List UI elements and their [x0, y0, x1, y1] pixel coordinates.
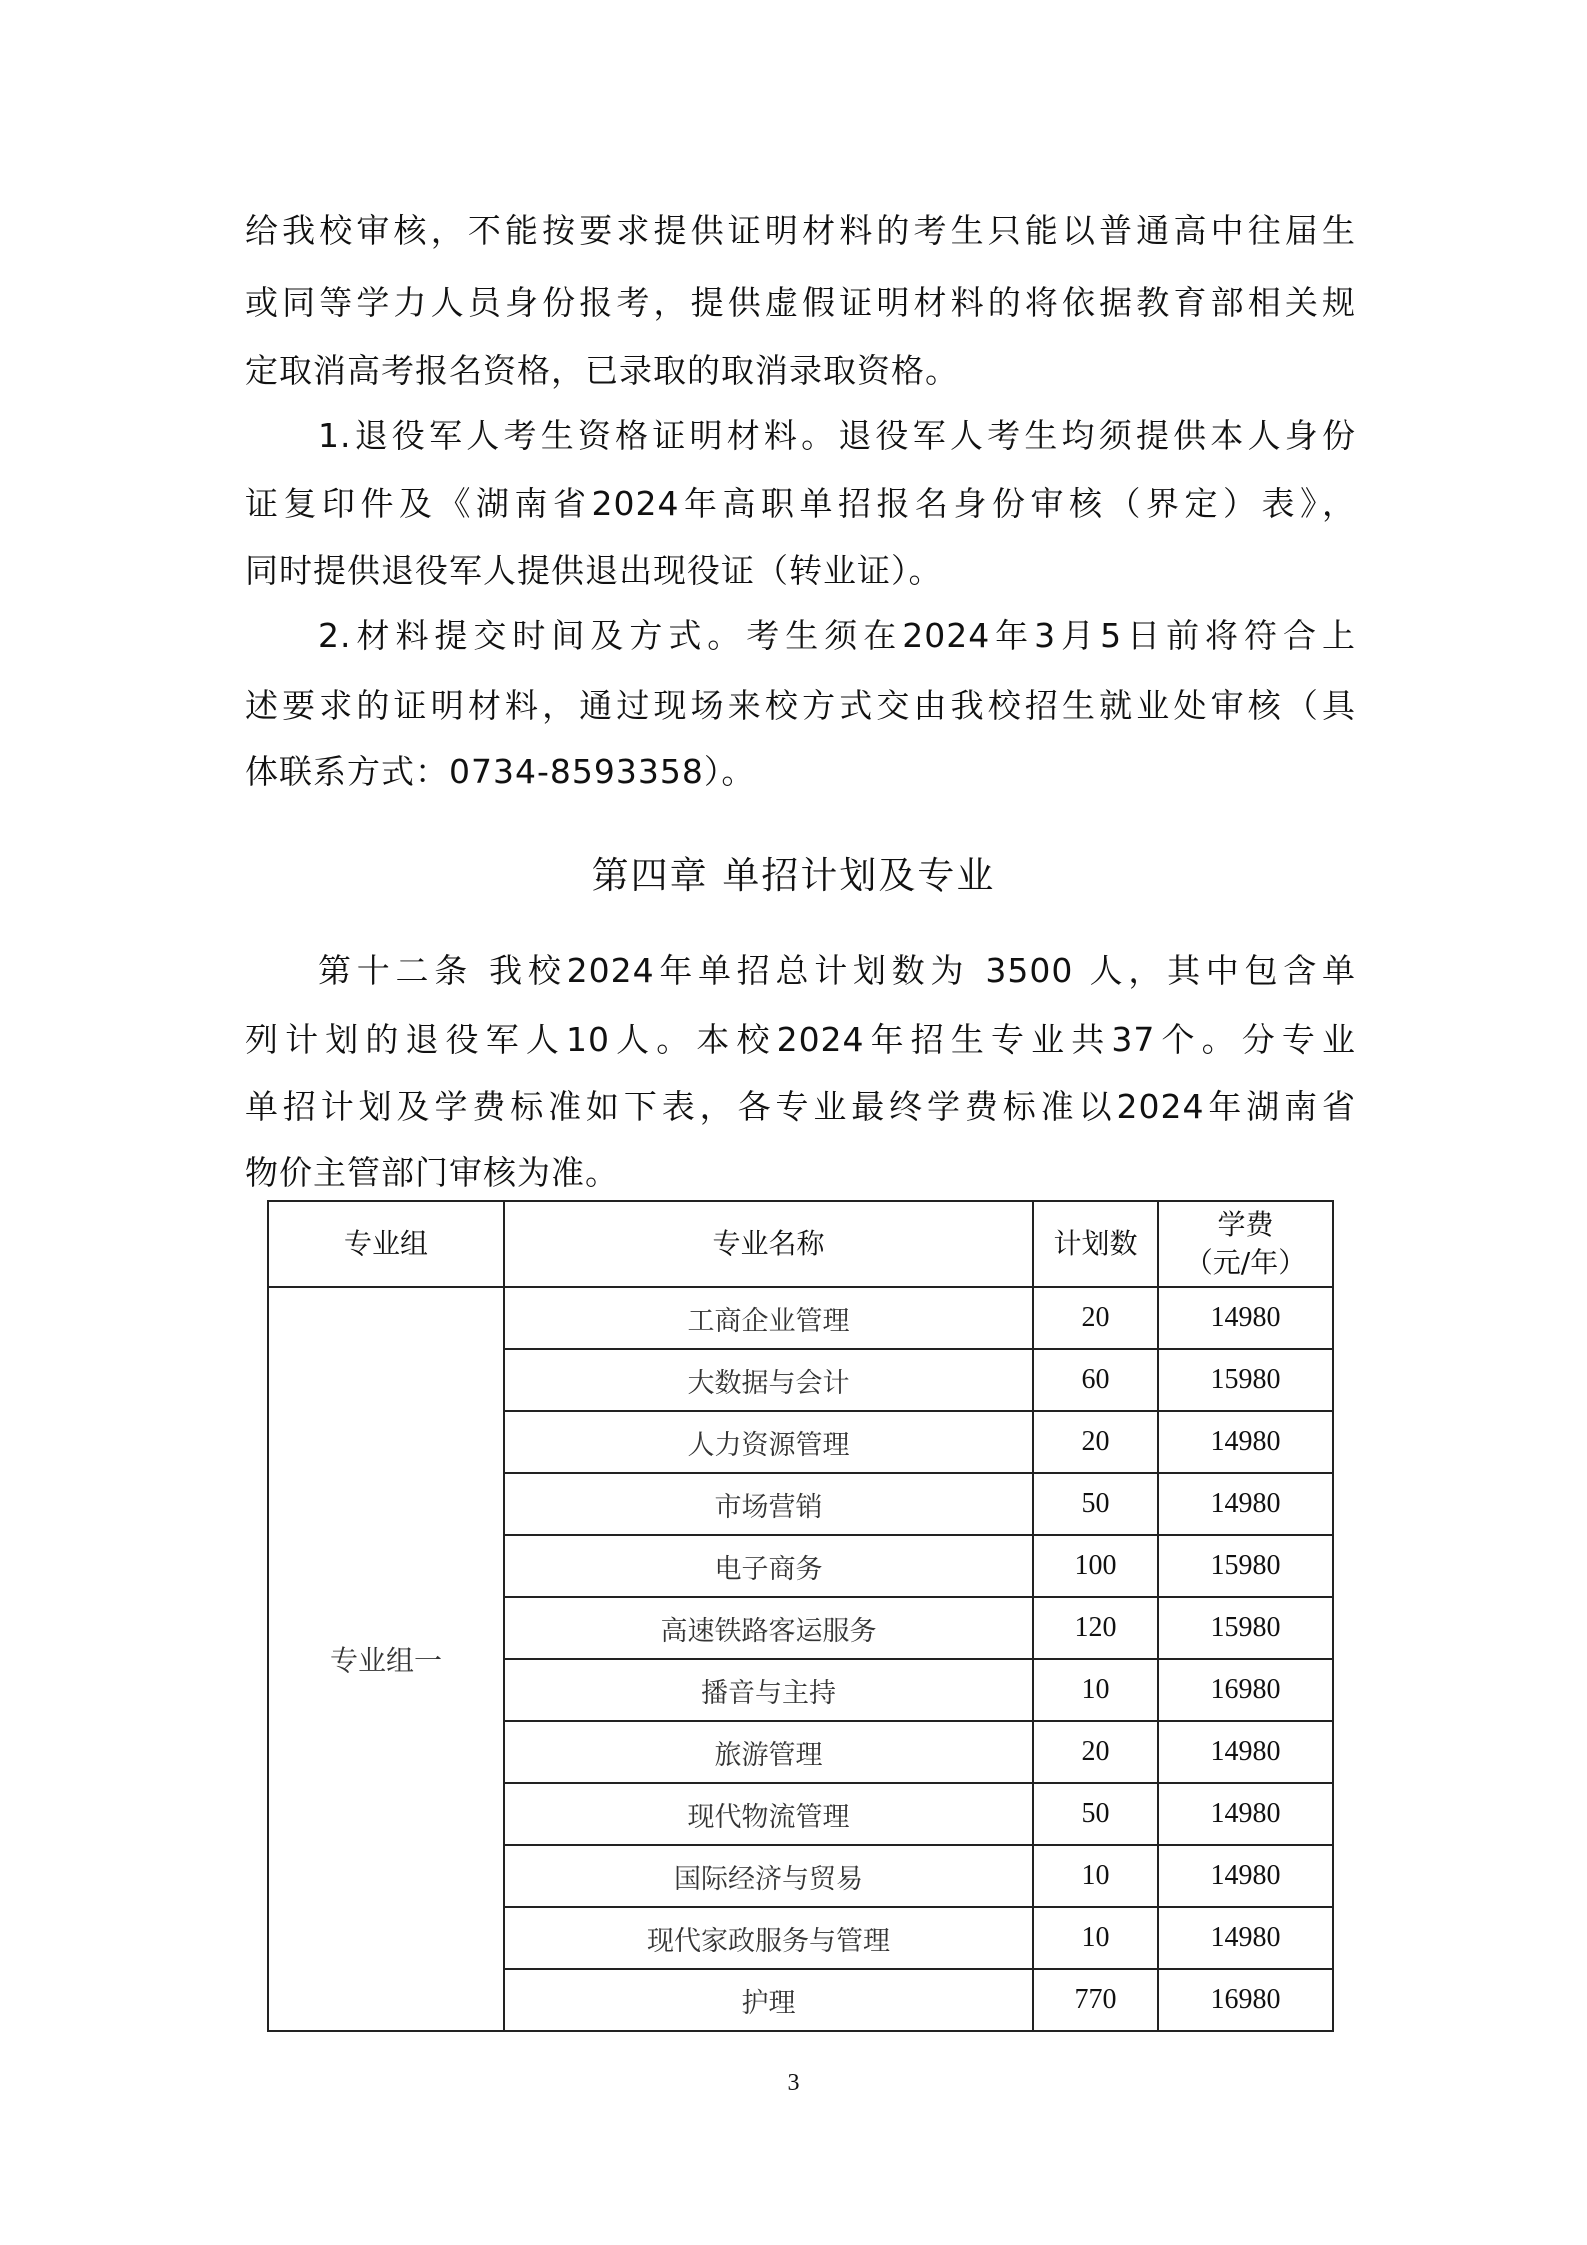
plan-count-cell: 10 — [1033, 1845, 1158, 1907]
plan-count-cell: 60 — [1033, 1349, 1158, 1411]
plan-count-cell: 120 — [1033, 1597, 1158, 1659]
table-row — [268, 1287, 1333, 1349]
header-fee-label: 学费 — [1217, 1208, 1274, 1241]
plan-count-cell: 20 — [1033, 1287, 1158, 1349]
tuition-fee-cell: 14980 — [1158, 1473, 1333, 1535]
major-name-cell: 现代家政服务与管理 — [504, 1907, 1033, 1969]
tuition-fee-cell: 15980 — [1158, 1597, 1333, 1659]
major-name-cell: 旅游管理 — [504, 1721, 1033, 1783]
major-name-cell: 人力资源管理 — [504, 1411, 1033, 1473]
tuition-fee-cell: 15980 — [1158, 1349, 1333, 1411]
tuition-fee-cell: 16980 — [1158, 1969, 1333, 2031]
header-fee — [1158, 1201, 1333, 1287]
tuition-fee-cell: 16980 — [1158, 1659, 1333, 1721]
plan-count-cell: 20 — [1033, 1721, 1158, 1783]
header-group: 专业组 — [268, 1201, 504, 1287]
plan-count-cell: 770 — [1033, 1969, 1158, 2031]
paragraph-line: 体联系方式：0734-8593358）。 — [245, 752, 756, 791]
plan-count-cell: 20 — [1033, 1411, 1158, 1473]
paragraph-line: 定取消高考报名资格，已录取的取消录取资格。 — [245, 351, 959, 390]
major-name-cell: 播音与主持 — [504, 1659, 1033, 1721]
tuition-fee-cell: 14980 — [1158, 1783, 1333, 1845]
tuition-fee-cell: 14980 — [1158, 1287, 1333, 1349]
plan-count-cell: 50 — [1033, 1473, 1158, 1535]
paragraph-line: 第十二条 我校2024年单招总计划数为 3500 人，其中包含单 — [318, 951, 1356, 990]
paragraph-line: 或同等学力人员身份报考，提供虚假证明材料的将依据教育部相关规 — [245, 283, 1356, 322]
header-plan: 计划数 — [1033, 1201, 1158, 1287]
tuition-fee-cell: 14980 — [1158, 1845, 1333, 1907]
tuition-fee-cell: 14980 — [1158, 1907, 1333, 1969]
major-name-cell: 大数据与会计 — [504, 1349, 1033, 1411]
paragraph-line: 2.材料提交时间及方式。考生须在2024年3月5日前将符合上 — [318, 616, 1356, 655]
chapter-heading: 第四章 单招计划及专业 — [591, 854, 996, 897]
major-name-cell: 护理 — [504, 1969, 1033, 2031]
major-group-cell: 专业组一 — [268, 1287, 504, 2031]
header-major-name: 专业名称 — [504, 1201, 1033, 1287]
paragraph-line: 给我校审核，不能按要求提供证明材料的考生只能以普通高中往届生 — [245, 211, 1356, 250]
major-name-cell: 电子商务 — [504, 1535, 1033, 1597]
major-name-cell: 国际经济与贸易 — [504, 1845, 1033, 1907]
tuition-fee-cell: 15980 — [1158, 1535, 1333, 1597]
paragraph-line: 1.退役军人考生资格证明材料。退役军人考生均须提供本人身份 — [318, 416, 1356, 455]
paragraph-line: 证复印件及《湖南省2024年高职单招报名身份审核（界定）表》， — [245, 484, 1356, 523]
page-number: 3 — [787, 2070, 800, 2096]
paragraph-line: 列计划的退役军人10人。本校2024年招生专业共37个。分专业 — [245, 1020, 1356, 1059]
major-name-cell: 现代物流管理 — [504, 1783, 1033, 1845]
paragraph-line: 同时提供退役军人提供退出现役证（转业证）。 — [245, 551, 943, 590]
plan-count-cell: 50 — [1033, 1783, 1158, 1845]
paragraph-line: 物价主管部门审核为准。 — [245, 1153, 619, 1192]
enrollment-plan-table — [267, 1200, 1334, 2032]
tuition-fee-cell: 14980 — [1158, 1411, 1333, 1473]
major-name-cell: 高速铁路客运服务 — [504, 1597, 1033, 1659]
table-header-row — [268, 1201, 1333, 1287]
paragraph-line: 单招计划及学费标准如下表，各专业最终学费标准以2024年湖南省 — [245, 1087, 1356, 1126]
paragraph-line: 述要求的证明材料，通过现场来校方式交由我校招生就业处审核（具 — [245, 686, 1356, 725]
plan-count-cell: 100 — [1033, 1535, 1158, 1597]
plan-count-cell: 10 — [1033, 1907, 1158, 1969]
tuition-fee-cell: 14980 — [1158, 1721, 1333, 1783]
plan-count-cell: 10 — [1033, 1659, 1158, 1721]
major-name-cell: 市场营销 — [504, 1473, 1033, 1535]
header-fee-unit: （元/年） — [1184, 1246, 1307, 1279]
major-name-cell: 工商企业管理 — [504, 1287, 1033, 1349]
